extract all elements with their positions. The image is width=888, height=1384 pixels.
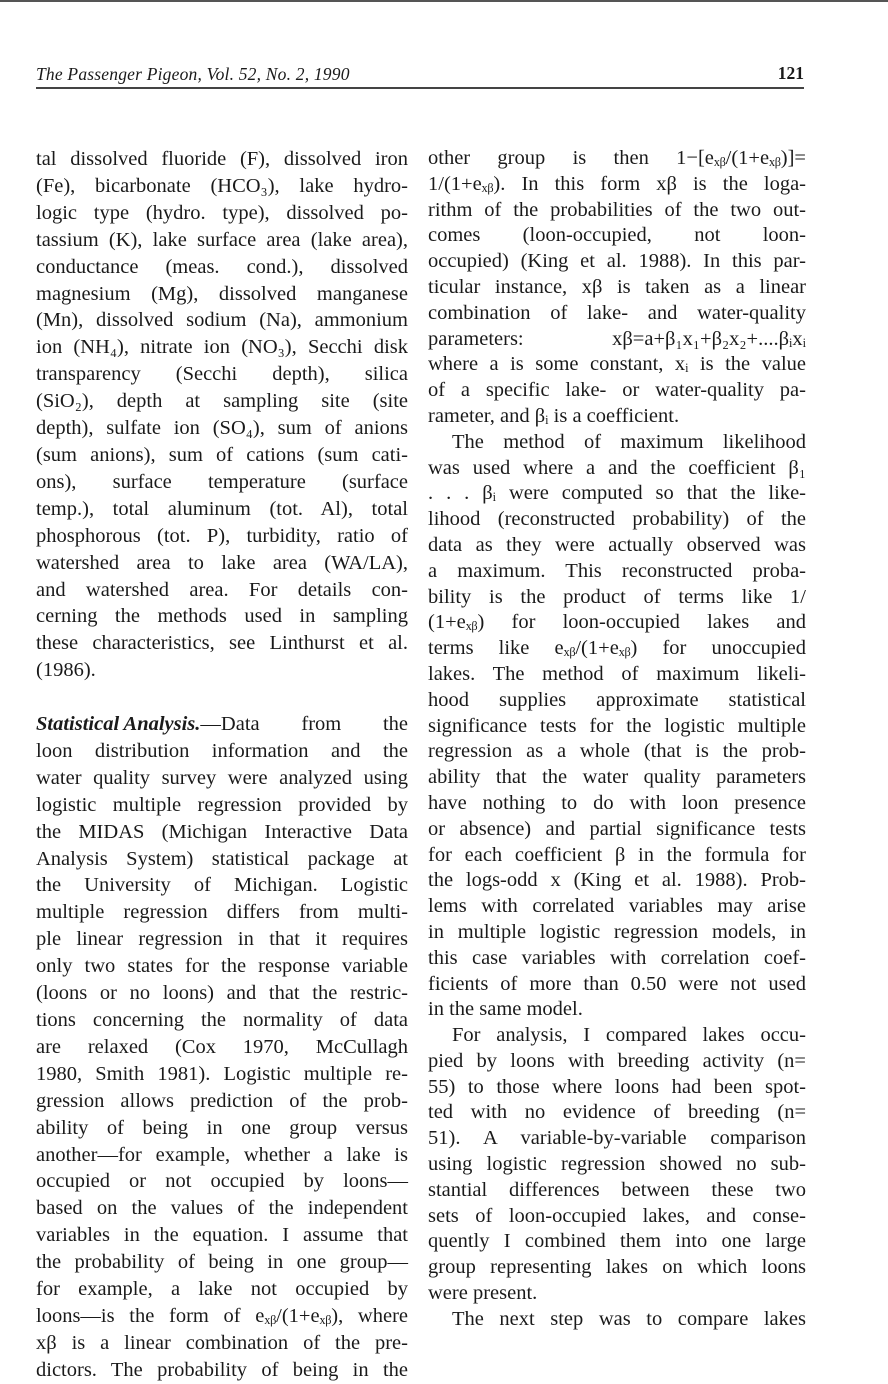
text-line: in the same model. — [428, 998, 583, 1021]
text-line: lihood (reconstructed probability) of the — [428, 508, 806, 531]
text-line: and watershed area. For details con- — [36, 578, 408, 601]
text-line: tal dissolved fluoride (F), dissolved iron — [36, 148, 408, 170]
text-line: (1986). — [36, 659, 96, 682]
text-line: depth), sulfate ion (SO₄), sum of anions — [36, 417, 408, 440]
text-line: transparency (Secchi depth), silica — [36, 363, 408, 386]
text-line: 51). A variable-by-variable comparison — [428, 1127, 806, 1150]
text-line: stantial differences between these two — [428, 1178, 806, 1201]
text-line: magnesium (Mg), dissolved manganese — [36, 282, 408, 305]
text-line: terms like eₓᵦ/(1+eₓᵦ) for unoccupied — [428, 637, 806, 660]
text-line: loon distribution information and the — [36, 739, 408, 762]
text-line: using logistic regression showed no sub- — [428, 1153, 806, 1176]
text-line: ability that the water quality parameters — [428, 766, 806, 789]
text-line: (sum anions), sum of cations (sum cati- — [36, 443, 408, 466]
text-line: ficients of more than 0.50 were not used — [428, 972, 806, 995]
text-line: only two states for the response variable — [36, 955, 408, 978]
paragraph — [428, 430, 806, 1023]
text-line: loons—is the form of eₓᵦ/(1+eₓᵦ), where — [36, 1304, 408, 1327]
text-line: bility is the product of terms like 1/ — [428, 585, 806, 608]
text-line: another—for example, whether a lake is — [36, 1143, 408, 1166]
text-line: water quality survey were analyzed using — [36, 766, 408, 789]
paragraph — [428, 146, 806, 430]
text-line: in multiple logistic regression models, in — [428, 920, 806, 943]
paragraph-gap — [36, 684, 408, 711]
text-line: occupied) (King et al. 1988). In this par- — [428, 250, 806, 273]
text-line: lems with correlated variables may arise — [428, 895, 806, 918]
text-line: of a specific lake- or water-quality pa- — [428, 379, 806, 402]
text-line: 55) to those where loons had been spot- — [428, 1075, 806, 1098]
text-line: For analysis, I compared lakes occu- — [452, 1024, 806, 1047]
text-line: 1/(1+eₓᵦ). In this form xβ is the loga- — [428, 172, 806, 195]
text-line: gression allows prediction of the prob- — [36, 1089, 408, 1112]
paragraph — [428, 1307, 806, 1333]
text-line: xβ is a linear combination of the pre- — [36, 1331, 408, 1354]
text-line: ted with no evidence of breeding (n= — [428, 1101, 806, 1124]
text-line: were present. — [428, 1282, 538, 1305]
text-line: Analysis System) statistical package at — [36, 847, 408, 870]
paragraph — [428, 1023, 806, 1307]
text-line: for example, a lake not occupied by — [36, 1278, 408, 1301]
text-line: logistic multiple regression provided by — [36, 793, 408, 816]
text-line: significance tests for the logistic multiple — [428, 714, 806, 737]
text-line: this case variables with correlation coef- — [428, 946, 806, 969]
text-line: conductance (meas. cond.), dissolved — [36, 255, 408, 278]
text-line: sets of loon-occupied lakes, and conse- — [428, 1204, 806, 1227]
running-head: The Passenger Pigeon, Vol. 52, No. 2, 1990 — [36, 64, 350, 84]
text-line: was used where a and the coefficient β₁ — [428, 456, 806, 479]
text-line: multiple regression differs from multi- — [36, 901, 408, 924]
text-line: group representing lakes on which loons — [428, 1256, 806, 1279]
text-line: (SiO₂), depth at sampling site (site — [36, 390, 408, 413]
header-rule — [36, 87, 804, 89]
text-line: have nothing to do with loon presence — [428, 791, 806, 814]
text-line: (Fe), bicarbonate (HCO₃), lake hydro- — [36, 174, 408, 197]
text-line: ons), surface temperature (surface — [36, 470, 408, 493]
text-line: the MIDAS (Michigan Interactive Data — [36, 820, 408, 843]
text-line: comes (loon-occupied, not loon- — [428, 224, 806, 247]
text-line: phosphorous (tot. P), turbidity, ratio of — [36, 524, 408, 547]
text-line: dictors. The probability of being in the — [36, 1358, 408, 1381]
scan-top-edge — [0, 0, 888, 2]
text-line: ion (NH₄), nitrate ion (NO₃), Secchi disk — [36, 336, 408, 359]
text-line: watershed area to lake area (WA/LA), — [36, 551, 408, 574]
section-paragraph — [36, 711, 408, 1384]
text-line: for each coefficient β in the formula for — [428, 843, 806, 866]
page-number: 121 — [777, 63, 804, 83]
text-line: (loons or no loons) and that the restric- — [36, 982, 408, 1005]
text-line: a maximum. This reconstructed proba- — [428, 559, 806, 582]
text-line: ability of being in one group versus — [36, 1116, 408, 1139]
text-line: the logs-odd x (King et al. 1988). Prob- — [428, 869, 806, 892]
text-line: The method of maximum likelihood — [452, 430, 806, 453]
text-line: are relaxed (Cox 1970, McCullagh — [36, 1035, 408, 1058]
text-line: cerning the methods used in sampling — [36, 605, 408, 628]
text-line: quently I combined them into one large — [428, 1230, 806, 1253]
text-line — [36, 711, 408, 738]
text-line: hood supplies approximate statistical — [428, 688, 806, 711]
text-line: other group is then 1−[eₓᵦ/(1+eₓᵦ)]= — [428, 147, 806, 169]
text-line: tions concerning the normality of data — [36, 1008, 408, 1031]
text-line: logic type (hydro. type), dissolved po- — [36, 201, 408, 224]
text-line: lakes. The method of maximum likeli- — [428, 662, 806, 685]
text-line: occupied or not occupied by loons— — [36, 1170, 408, 1193]
line-text: —Data from the — [200, 713, 408, 736]
text-line: rameter, and βᵢ is a coefficient. — [428, 404, 680, 427]
text-line: the probability of being in one group— — [36, 1251, 408, 1274]
text-line: these characteristics, see Linthurst et al. — [36, 632, 408, 655]
text-line: ticular instance, xβ is taken as a linear — [428, 275, 806, 298]
text-line: combination of lake- and water-quality — [428, 301, 806, 324]
text-line: tassium (K), lake surface area (lake area), — [36, 228, 408, 251]
text-line: or absence) and partial significance tests — [428, 817, 806, 840]
text-line: pied by loons with breeding activity (n= — [428, 1049, 806, 1072]
text-line: (Mn), dissolved sodium (Na), ammonium — [36, 309, 408, 332]
right-column — [428, 146, 806, 1333]
text-line: 1980, Smith 1981). Logistic multiple re- — [36, 1062, 408, 1085]
text-line: . . . βᵢ were computed so that the like- — [428, 482, 806, 505]
text-line: where a is some constant, xᵢ is the value — [428, 353, 806, 376]
text-line: variables in the equation. I assume that — [36, 1224, 408, 1247]
section-heading: Statistical Analysis. — [36, 713, 201, 736]
text-line: data as they were actually observed was — [428, 533, 806, 556]
text-line: the University of Michigan. Logistic — [36, 874, 408, 897]
text-line: (1+eₓᵦ) for loon-occupied lakes and — [428, 611, 806, 634]
text-line: rithm of the probabilities of the two out- — [428, 198, 806, 221]
text-line: The next step was to compare lakes — [452, 1307, 806, 1330]
text-line: regression as a whole (that is the prob- — [428, 740, 806, 763]
text-line: temp.), total aluminum (tot. Al), total — [36, 497, 408, 520]
text-line: ple linear regression in that it requires — [36, 928, 408, 951]
paragraph — [36, 146, 408, 684]
text-line: based on the values of the independent — [36, 1197, 408, 1220]
left-column — [36, 146, 408, 1384]
text-line: parameters: xβ=a+β₁x₁+β₂x₂+....βᵢxᵢ — [428, 327, 806, 350]
